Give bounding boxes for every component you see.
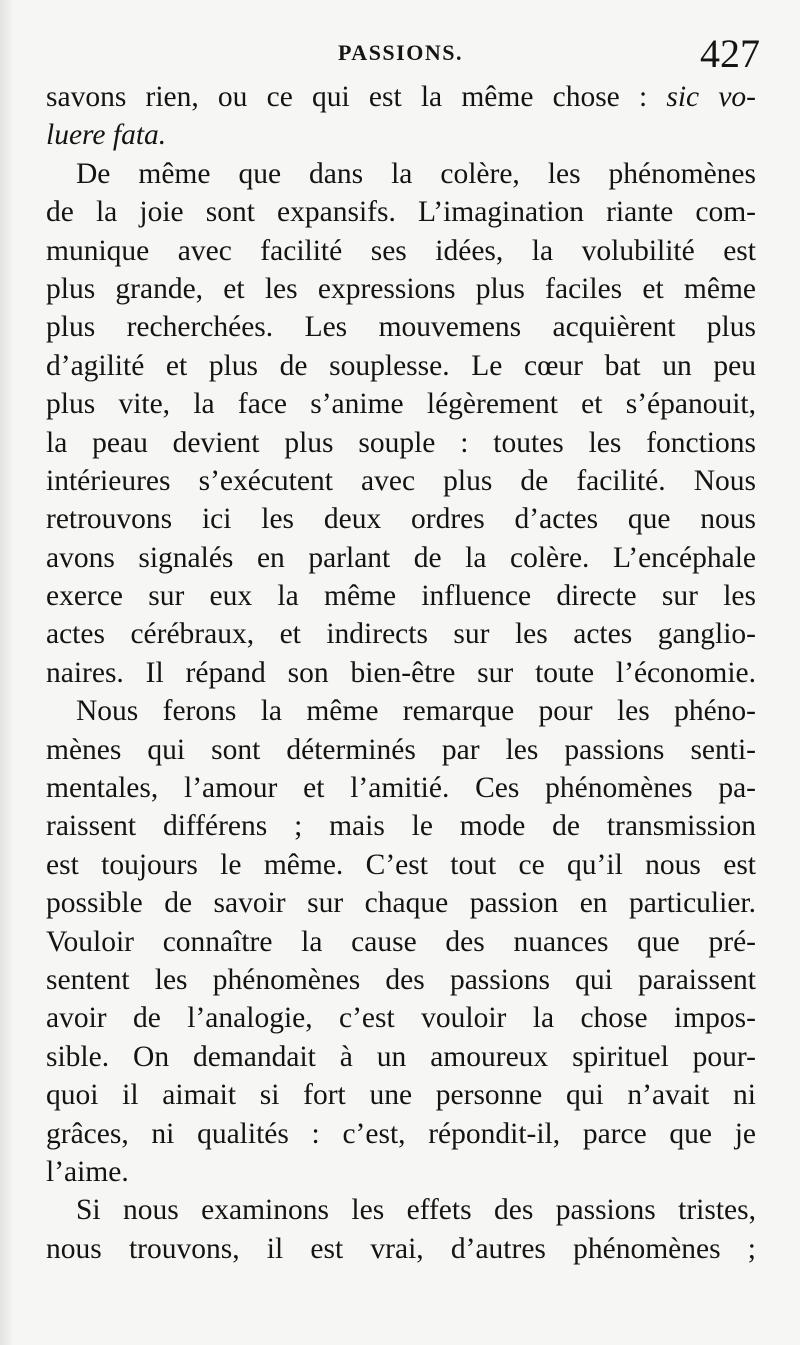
page-edge-shadow xyxy=(0,0,14,1345)
text-line: avoir de l’analogie, c’est vouloir la chose impos- xyxy=(46,1002,756,1035)
text-line: Si nous examinons les effets des passions tristes, xyxy=(76,1194,756,1227)
text-line: nous trouvons, il est vrai, d’autres phénomènes ; xyxy=(46,1232,756,1265)
text-line: plus grande, et les expressions plus faciles et même xyxy=(46,272,756,305)
page-header xyxy=(0,30,800,80)
text-line: munique avec facilité ses idées, la volubilité est xyxy=(46,234,756,267)
text-line: plus recherchées. Les mouvemens acquièrent plus xyxy=(46,311,756,344)
text-line: de la joie sont expansifs. L’imagination riante com- xyxy=(46,196,756,229)
text-line: mentales, l’amour et l’amitié. Ces phénomènes pa- xyxy=(46,772,756,805)
page-number: 427 xyxy=(700,31,760,76)
text-line: sible. On demandait à un amoureux spirituel pour- xyxy=(46,1040,756,1073)
text-line-italic: luere fata. xyxy=(46,119,167,152)
text-line: grâces, ni qualités : c’est, répondit-il, parce que je xyxy=(46,1117,756,1150)
text-line-roman: savons rien, ou ce qui est la même chose : xyxy=(46,81,667,113)
text-line: De même que dans la colère, les phénomènes xyxy=(76,157,756,190)
text-line xyxy=(46,116,756,154)
text-line: retrouvons ici les deux ordres d’actes que nous xyxy=(46,503,756,536)
text-line: la peau devient plus souple : toutes les fonctions xyxy=(46,426,756,459)
text-line: intérieures s’exécutent avec plus de facilité. Nous xyxy=(46,464,756,497)
body-text xyxy=(46,78,756,1268)
text-line: sentent les phénomènes des passions qui paraissent xyxy=(46,963,756,996)
text-line-italic: sic vo- xyxy=(666,81,756,113)
text-line: raissent différens ; mais le mode de transmission xyxy=(46,810,756,843)
text-line: actes cérébraux, et indirects sur les actes ganglio- xyxy=(46,618,756,651)
text-line xyxy=(46,78,756,116)
text-line: Nous ferons la même remarque pour les phéno- xyxy=(76,695,756,728)
running-head: PASSIONS. xyxy=(338,40,463,65)
text-line: plus vite, la face s’anime légèrement et s’épanouit, xyxy=(46,388,756,421)
text-line: quoi il aimait si fort une personne qui n’avait ni xyxy=(46,1079,756,1112)
text-line: possible de savoir sur chaque passion en particulier. xyxy=(46,887,756,920)
text-line: naires. Il répand son bien-être sur toute l’économie. xyxy=(46,656,756,689)
text-line: Vouloir connaître la cause des nuances que pré- xyxy=(46,925,756,958)
text-line: mènes qui sont déterminés par les passions senti- xyxy=(46,733,756,766)
text-line: l’aime. xyxy=(46,1155,129,1188)
text-line: d’agilité et plus de souplesse. Le cœur bat un peu xyxy=(46,349,756,382)
text-line: avons signalés en parlant de la colère. L’encéphale xyxy=(46,541,756,574)
text-line: exerce sur eux la même influence directe sur les xyxy=(46,580,756,613)
text-line: est toujours le même. C’est tout ce qu’il nous est xyxy=(46,848,756,881)
